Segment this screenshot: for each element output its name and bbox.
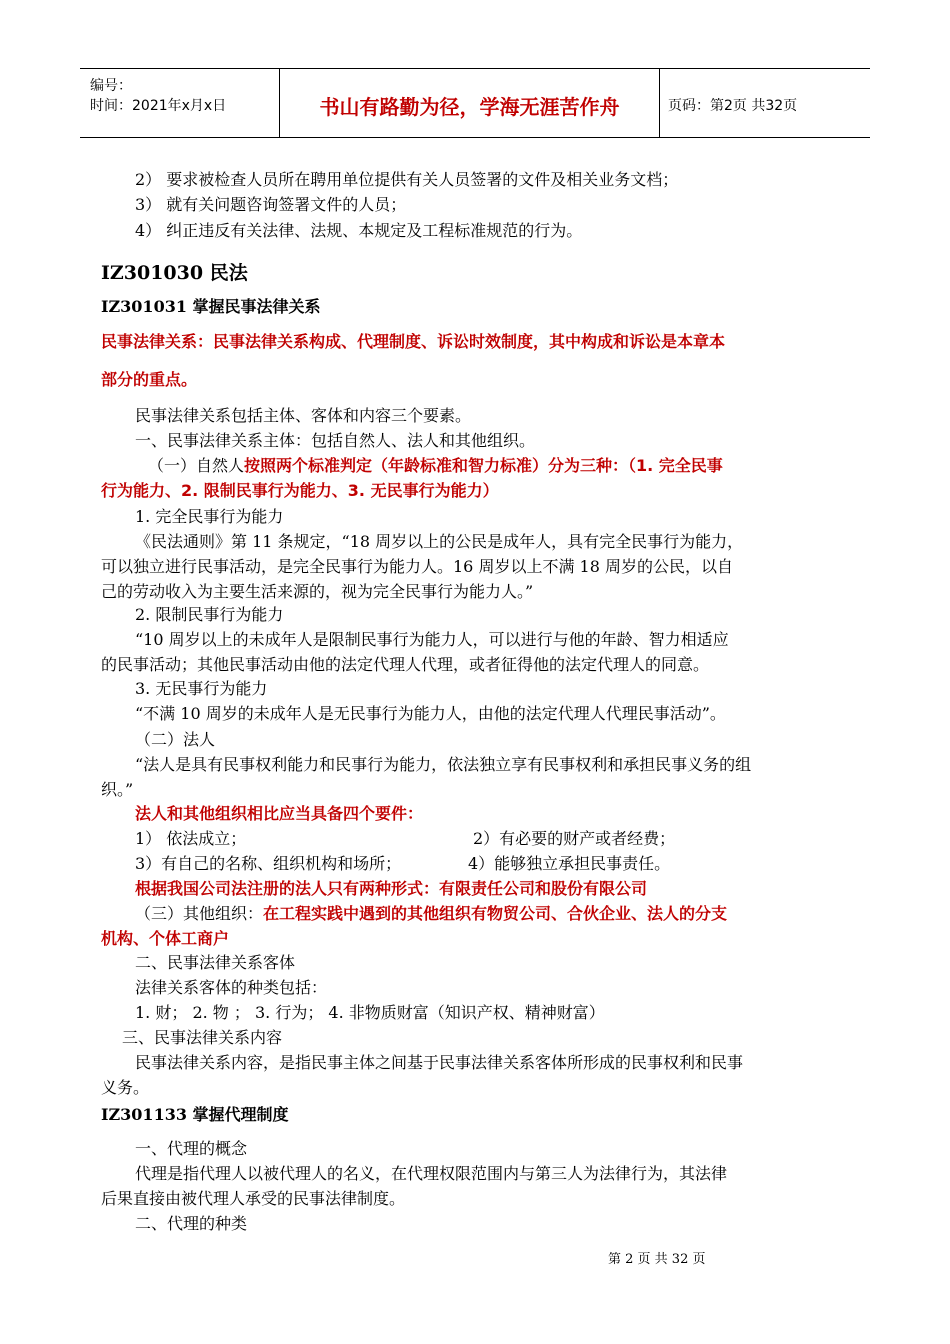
page-header [80, 68, 870, 138]
capacity-2-title: 2. 限制民事行为能力 [135, 605, 284, 624]
requirement-3: 3）有自己的名称、组织机构和场所； [135, 854, 402, 873]
list-item-3: 3） 就有关问题咨询签署文件的人员； [135, 195, 407, 214]
natural-person-criteria-cont: 行为能力、2. 限制民事行为能力、3. 无民事行为能力） [101, 481, 499, 500]
subsection-title-relations: IZ301031 掌握民事法律关系 [101, 297, 321, 316]
natural-person-label: （一）自然人 [148, 456, 245, 475]
key-note-line-2: 部分的重点。 [101, 370, 198, 389]
other-org-examples: 在工程实践中遇到的其他组织有物贸公司、合伙企业、法人的分支 [263, 904, 728, 923]
header-page-label: 页码：第2页 共32页 [668, 98, 798, 114]
capacity-1-line-3: 己的劳动收入为主要生活来源的，视为完全民事行为能力人。” [101, 582, 534, 601]
object-title: 二、民事法律关系客体 [135, 953, 296, 972]
capacity-3-title: 3. 无民事行为能力 [135, 679, 268, 698]
capacity-2-line-2: 的民事活动；其他民事活动由他的法定代理人代理，或者征得他的法定代理人的同意。 [101, 655, 710, 674]
object-types: 法律关系客体的种类包括： [135, 978, 328, 997]
header-motto-cell [280, 69, 660, 137]
requirement-1: 1） 依法成立； [135, 829, 247, 848]
legal-person-line-1: “法人是具有民事权利能力和民事行为能力，依法独立享有民事权利和承担民事义务的组 [135, 755, 752, 774]
object-list: 1. 财； 2. 物 ； 3. 行为； 4. 非物质财富（知识产权、精神财富） [135, 1003, 605, 1022]
agency-concept-title: 一、代理的概念 [135, 1139, 248, 1158]
legal-person-requirements: 法人和其他组织相比应当具备四个要件： [135, 804, 424, 823]
list-item-2: 2） 要求被检查人员所在聘用单位提供有关人员签署的文件及相关业务文档； [135, 170, 679, 189]
other-org-label: （三）其他组织： [135, 904, 264, 923]
key-note-line-1: 民事法律关系：民事法律关系构成、代理制度、诉讼时效制度，其中构成和诉讼是本章本 [101, 332, 726, 351]
agency-types-title: 二、代理的种类 [135, 1214, 248, 1233]
agency-line-1: 代理是指代理人以被代理人的名义，在代理权限范围内与第三人为法律行为，其法律 [135, 1164, 728, 1183]
content-line-2: 义务。 [101, 1078, 150, 1097]
header-motto: 书山有路勤为径，学海无涯苦作舟 [319, 95, 620, 119]
capacity-2-line-1: “10 周岁以上的未成年人是限制民事行为能力人，可以进行与他的年龄、智力相适应 [135, 630, 729, 649]
natural-person-criteria: 按照两个标准判定（年龄标准和智力标准）分为三种：（1. 完全民事 [244, 456, 723, 475]
requirement-2: 2）有必要的财产或者经费； [473, 829, 676, 848]
subsection-title-agency: IZ301133 掌握代理制度 [101, 1105, 289, 1124]
capacity-3-line-1: “不满 10 周岁的未成年人是无民事行为能力人，由他的法定代理人代理民事活动”。 [135, 704, 726, 723]
section-title: IZ301030 民法 [101, 262, 248, 284]
capacity-1-line-2: 可以独立进行民事活动，是完全民事行为能力人。16 周岁以上不满 18 周岁的公民，以自 [101, 557, 733, 576]
capacity-1-title: 1. 完全民事行为能力 [135, 507, 284, 526]
other-org-examples-cont: 机构、个体工商户 [101, 929, 230, 948]
other-org-line [135, 903, 727, 925]
company-forms-note: 根据我国公司法注册的法人只有两种形式：有限责任公司和股份有限公司 [135, 879, 648, 898]
requirement-4: 4）能够独立承担民事责任。 [468, 854, 671, 873]
agency-line-2: 后果直接由被代理人承受的民事法律制度。 [101, 1189, 406, 1208]
content-title: 三、民事法律关系内容 [122, 1028, 283, 1047]
header-meta-cell [80, 69, 280, 137]
doc-number-label: 编号： [90, 78, 132, 94]
paragraph-subject: 一、民事法律关系主体：包括自然人、法人和其他组织。 [135, 431, 536, 450]
legal-person-line-2: 织。” [101, 780, 134, 799]
list-item-4: 4） 纠正违反有关法律、法规、本规定及工程标准规范的行为。 [135, 221, 583, 240]
capacity-1-line-1: 《民法通则》第 11 条规定，“18 周岁以上的公民是成年人，具有完全民事行为能力， [135, 532, 744, 551]
header-page-cell [660, 69, 870, 137]
content-line-1: 民事法律关系内容，是指民事主体之间基于民事法律关系客体所形成的民事权利和民事 [135, 1053, 744, 1072]
natural-person-line [148, 455, 723, 477]
legal-person-title: （二）法人 [135, 730, 216, 749]
paragraph-elements: 民事法律关系包括主体、客体和内容三个要素。 [135, 406, 472, 425]
doc-time-label: 时间：2021年x月x日 [90, 98, 227, 114]
page-footer: 第 2 页 共 32 页 [608, 1252, 706, 1267]
